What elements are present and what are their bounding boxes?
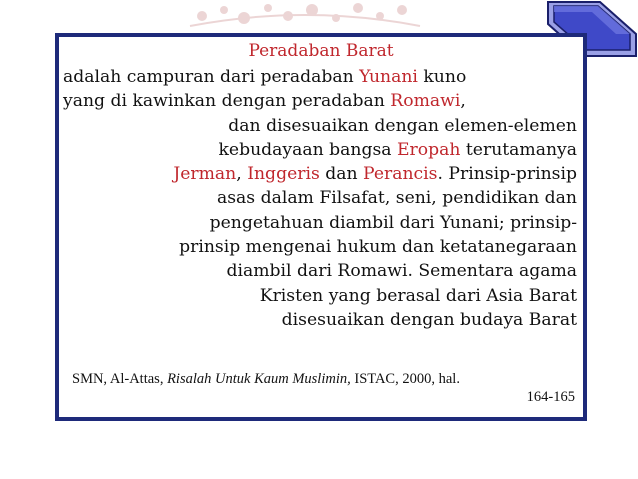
body-line-11: disesuaikan dengan budaya Barat: [281, 309, 577, 330]
body-text: [63, 65, 577, 332]
citation-work: Risalah Untuk Kaum Muslimin,: [167, 371, 351, 387]
highlight-jerman: Jerman: [173, 164, 237, 185]
citation-line-1: [72, 370, 575, 388]
citation: [72, 370, 575, 406]
highlight-yunani: Yunani: [359, 67, 418, 87]
body-line-6: asas dalam Filsafat, seni, pendidikan dan: [216, 188, 577, 209]
body-line-9: diambil dari Romawi. Sementara agama: [226, 261, 577, 282]
body-line-8: prinsip mengenai hukum dan ketatanegaraan: [179, 237, 577, 258]
body-line-5: Jerman, Inggeris dan Perancis. Prinsip-prinsip: [173, 164, 577, 185]
decorative-ornament-icon: [180, 0, 430, 32]
body-line-2: yang di kawinkan dengan peradaban Romawi,: [63, 91, 466, 112]
citation-pages: 164-165: [526, 389, 575, 405]
body-line-7: pengetahuan diambil dari Yunani; prinsip-: [209, 212, 577, 233]
page-title: Peradaban Barat: [248, 41, 394, 61]
highlight-romawi: Romawi: [390, 91, 461, 112]
body-line-3: dan disesuaikan dengan elemen-elemen: [228, 115, 577, 136]
highlight-perancis: Perancis: [363, 164, 438, 185]
citation-publisher: ISTAC, 2000, hal.: [350, 371, 460, 387]
highlight-eropah: Eropah: [397, 139, 461, 160]
highlight-inggeris: Inggeris: [247, 164, 320, 185]
body-line-10: Kristen yang berasal dari Asia Barat: [259, 285, 577, 306]
content-box: [55, 33, 587, 421]
body-line-4: kebudayaan bangsa Eropah terutamanya: [218, 139, 577, 160]
citation-author: SMN, Al-Attas,: [72, 371, 168, 387]
body-line-1: adalah campuran dari peradaban Yunani kuno: [63, 67, 467, 87]
